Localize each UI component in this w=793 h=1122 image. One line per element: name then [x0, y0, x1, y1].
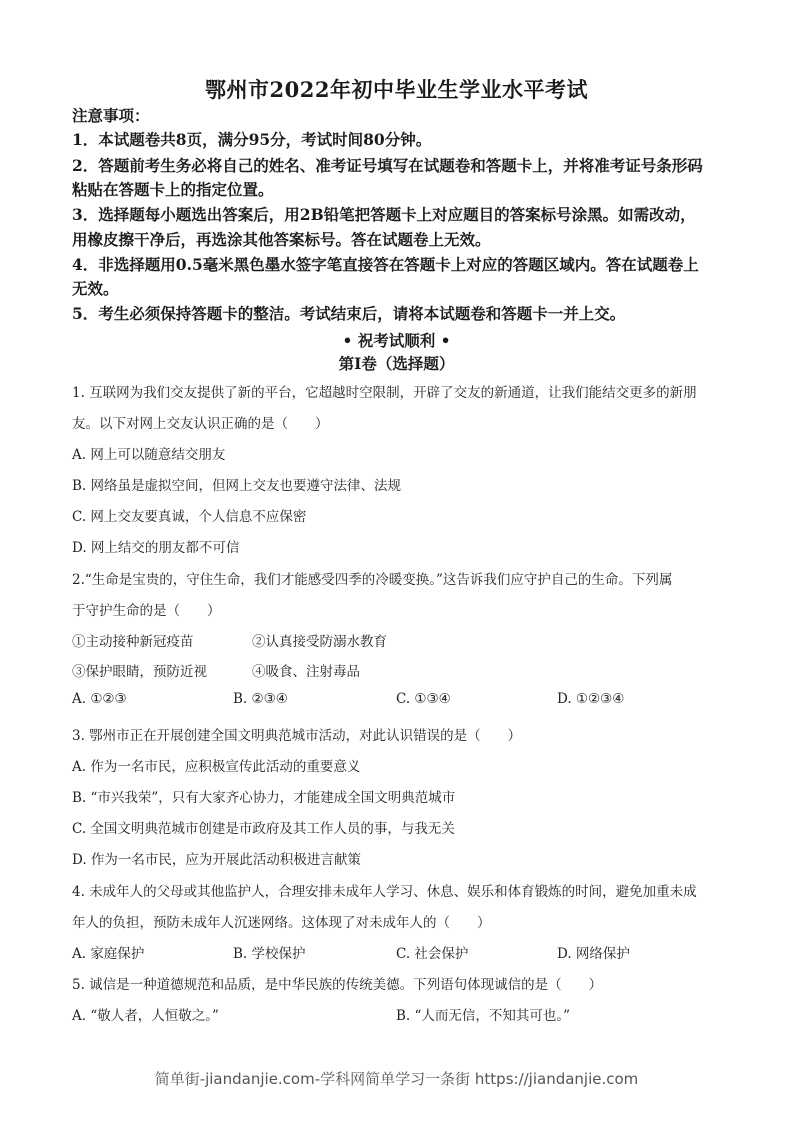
option-d: D. 网络保护: [557, 946, 630, 962]
notice-item: 1．本试题卷共8页，满分95分，考试时间80分钟。: [72, 130, 432, 149]
option-a: A. 网上可以随意结交朋友: [72, 447, 226, 463]
notice-item: 5．考生必须保持答题卡的整洁。考试结束后，请将本试题卷和答题卡一并上交。: [72, 304, 626, 323]
notice-item: 粘贴在答题卡上的指定位置。: [72, 180, 274, 199]
notice-item: 用橡皮擦干净后，再选涂其他答案标号。答在试题卷上无效。: [72, 230, 491, 249]
option-c: C. ①③④: [396, 691, 451, 707]
statement: ①主动接种新冠疫苗: [72, 634, 194, 650]
exam-title: 鄂州市2022年初中毕业生学业水平考试: [205, 77, 588, 102]
watermark-footer: 简单街-jiandanjie.com-学科网简单学习一条街 https://jiandanjie.com: [154, 1070, 639, 1088]
question-stem: 于守护生命的是（ ）: [72, 603, 221, 619]
notice-item: 2．答题前考生务必将自己的姓名、准考证号填写在试题卷和答题卡上，并将准考证号条形码: [72, 156, 703, 175]
statement: ②认真接受防溺水教育: [252, 634, 387, 650]
option-b: B. “市兴我荣”，只有大家齐心协力，才能建成全国文明典范城市: [72, 790, 456, 806]
question-stem: 4. 未成年人的父母或其他监护人，合理安排未成年人学习、休息、娱乐和体育锻炼的时间，避免加重未成: [72, 884, 697, 900]
option-a: A. 作为一名市民，应积极宣传此活动的重要意义: [72, 759, 361, 775]
option-b: B. ②③④: [233, 691, 288, 707]
notice-heading: 注意事项：: [72, 106, 150, 125]
option-a: A. 家庭保护: [72, 946, 145, 962]
option-a: A. “敬人者，人恒敬之。”: [72, 1008, 219, 1024]
question-stem: 2.“生命是宝贵的，守住生命，我们才能感受四季的冷暖变换。”这告诉我们应守护自己的生命。下列属: [72, 572, 673, 588]
option-b: B. 网络虽是虚拟空间，但网上交友也要遵守法律、法规: [72, 478, 402, 494]
option-b: B. “人而无信，不知其可也。”: [396, 1008, 571, 1024]
option-d: D. ①②③④: [557, 691, 625, 707]
option-b: B. 学校保护: [233, 946, 306, 962]
section-title: 第Ⅰ卷（选择题）: [338, 354, 455, 373]
blessing: • 祝考试顺利 •: [342, 331, 451, 350]
option-d: D. 网上结交的朋友都不可信: [72, 540, 240, 556]
option-c: C. 社会保护: [396, 946, 469, 962]
question-stem: 3. 鄂州市正在开展创建全国文明典范城市活动，对此认识错误的是（ ）: [72, 728, 522, 744]
question-stem: 年人的负担，预防未成年人沉迷网络。这体现了对未成年人的（ ）: [72, 915, 491, 931]
notice-item: 3．选择题每小题选出答案后，用2B铅笔把答题卡上对应题目的答案标号涂黑。如需改动，: [72, 205, 696, 224]
option-a: A. ①②③: [72, 691, 127, 707]
question-stem: 1. 互联网为我们交友提供了新的平台，它超越时空限制，开辟了交友的新通道，让我们能结交更多的新朋: [72, 385, 697, 401]
statement: ③保护眼睛，预防近视: [72, 664, 207, 680]
option-d: D. 作为一名市民，应为开展此活动积极进言献策: [72, 852, 361, 868]
statement: ④吸食、注射毒品: [252, 664, 360, 680]
question-stem: 5. 诚信是一种道德规范和品质，是中华民族的传统美德。下列语句体现诚信的是（ ）: [72, 977, 603, 993]
option-c: C. 网上交友要真诚，个人信息不应保密: [72, 509, 307, 525]
option-c: C. 全国文明典范城市创建是市政府及其工作人员的事，与我无关: [72, 821, 455, 837]
notice-item: 无效。: [72, 279, 119, 298]
question-stem: 友。以下对网上交友认识正确的是（ ）: [72, 416, 329, 432]
notice-item: 4．非选择题用0.5毫米黑色墨水签字笔直接答在答题卡上对应的答题区域内。答在试题卷上: [72, 255, 699, 274]
